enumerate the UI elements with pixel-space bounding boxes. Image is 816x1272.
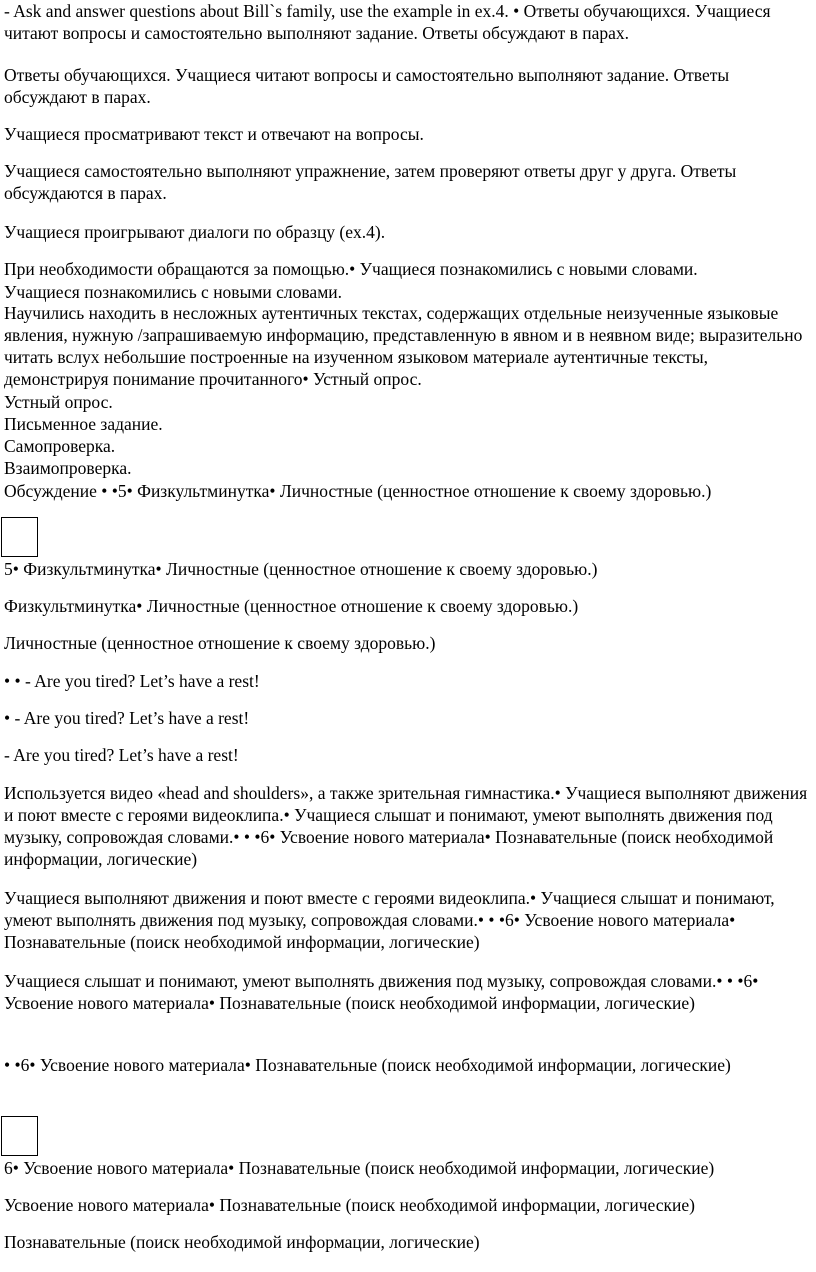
paragraph: Обсуждение • •5• Физкультминутка• Личностные (ценностное отношение к своему здоровью.): [4, 481, 712, 501]
paragraph: • •6• Усвоение нового материала• Познавательные (поиск необходимой информации, логические): [4, 1055, 731, 1075]
paragraph: Усвоение нового материала• Познавательные (поиск необходимой информации, логические): [4, 1195, 695, 1215]
paragraph: • - Are you tired? Let’s have a rest!: [4, 708, 250, 728]
paragraph: Самопроверка.: [4, 436, 116, 456]
paragraph: Научились находить в несложных аутентичных текстах, содержащих отдельные неизученные языковые явления, нужную /запрашиваемую информацию, представленную в явном и в неявном виде; выразительно читать вслух небольшие построенные на изученном языковом материале аутентичные тексты, демонстрируя понимание прочитанного• Устный опрос.: [4, 303, 803, 389]
paragraph: Учащиеся проигрывают диалоги по образцу (ex.4).: [4, 222, 386, 242]
paragraph: 5• Физкультминутка• Личностные (ценностное отношение к своему здоровью.): [4, 559, 598, 579]
paragraph: Письменное задание.: [4, 414, 163, 434]
paragraph: 6• Усвоение нового материала• Познавательные (поиск необходимой информации, логические): [4, 1158, 715, 1178]
paragraph: При необходимости обращаются за помощью.• Учащиеся познакомились с новыми словами.: [4, 259, 698, 279]
paragraph: Учащиеся самостоятельно выполняют упражнение, затем проверяют ответы друг у друга. Ответы обсуждаются в парах.: [4, 161, 737, 203]
paragraph: Учащиеся познакомились с новыми словами.: [4, 282, 343, 302]
paragraph: Учащиеся слышат и понимают, умеют выполнять движения под музыку, сопровождая словами.• • •6• Усвоение нового материала• Познавательные (поиск необходимой информации, логические): [4, 971, 759, 1013]
empty-checkbox-frame: [1, 517, 38, 557]
paragraph: - Ask and answer questions about Bill`s family, use the example in ex.4. • Ответы обучающихся. Учащиеся читают вопросы и самостоятельно выполняют задание. Ответы обсуждают в парах.: [4, 1, 771, 43]
paragraph: Физкультминутка• Личностные (ценностное отношение к своему здоровью.): [4, 596, 579, 616]
paragraph: • • - Are you tired? Let’s have a rest!: [4, 671, 260, 691]
empty-checkbox-frame: [1, 1116, 38, 1156]
paragraph: Используется видео «head and shoulders», а также зрительная гимнастика.• Учащиеся выполняют движения и поют вместе с героями видеоклипа.• Учащиеся слышат и понимают, умеют выполнять движения под музыку, сопровождая словами.• • •6• Усвоение нового материала• Познавательные (поиск необходимой информации, логические): [4, 783, 808, 869]
paragraph: - Are you tired? Let’s have a rest!: [4, 745, 239, 765]
paragraph: Устный опрос.: [4, 392, 113, 412]
paragraph: Ответы обучающихся. Учащиеся читают вопросы и самостоятельно выполняют задание. Ответы обсуждают в парах.: [4, 65, 730, 107]
paragraph: Познавательные (поиск необходимой информации, логические): [4, 1232, 480, 1252]
paragraph: Учащиеся просматривают текст и отвечают на вопросы.: [4, 124, 424, 144]
paragraph: Взаимопроверка.: [4, 458, 132, 478]
paragraph: Личностные (ценностное отношение к своему здоровью.): [4, 633, 436, 653]
paragraph: Учащиеся выполняют движения и поют вместе с героями видеоклипа.• Учащиеся слышат и понимают, умеют выполнять движения под музыку, сопровождая словами.• • •6• Усвоение нового материала• Познавательные (поиск необходимой информации, логические): [4, 888, 775, 952]
